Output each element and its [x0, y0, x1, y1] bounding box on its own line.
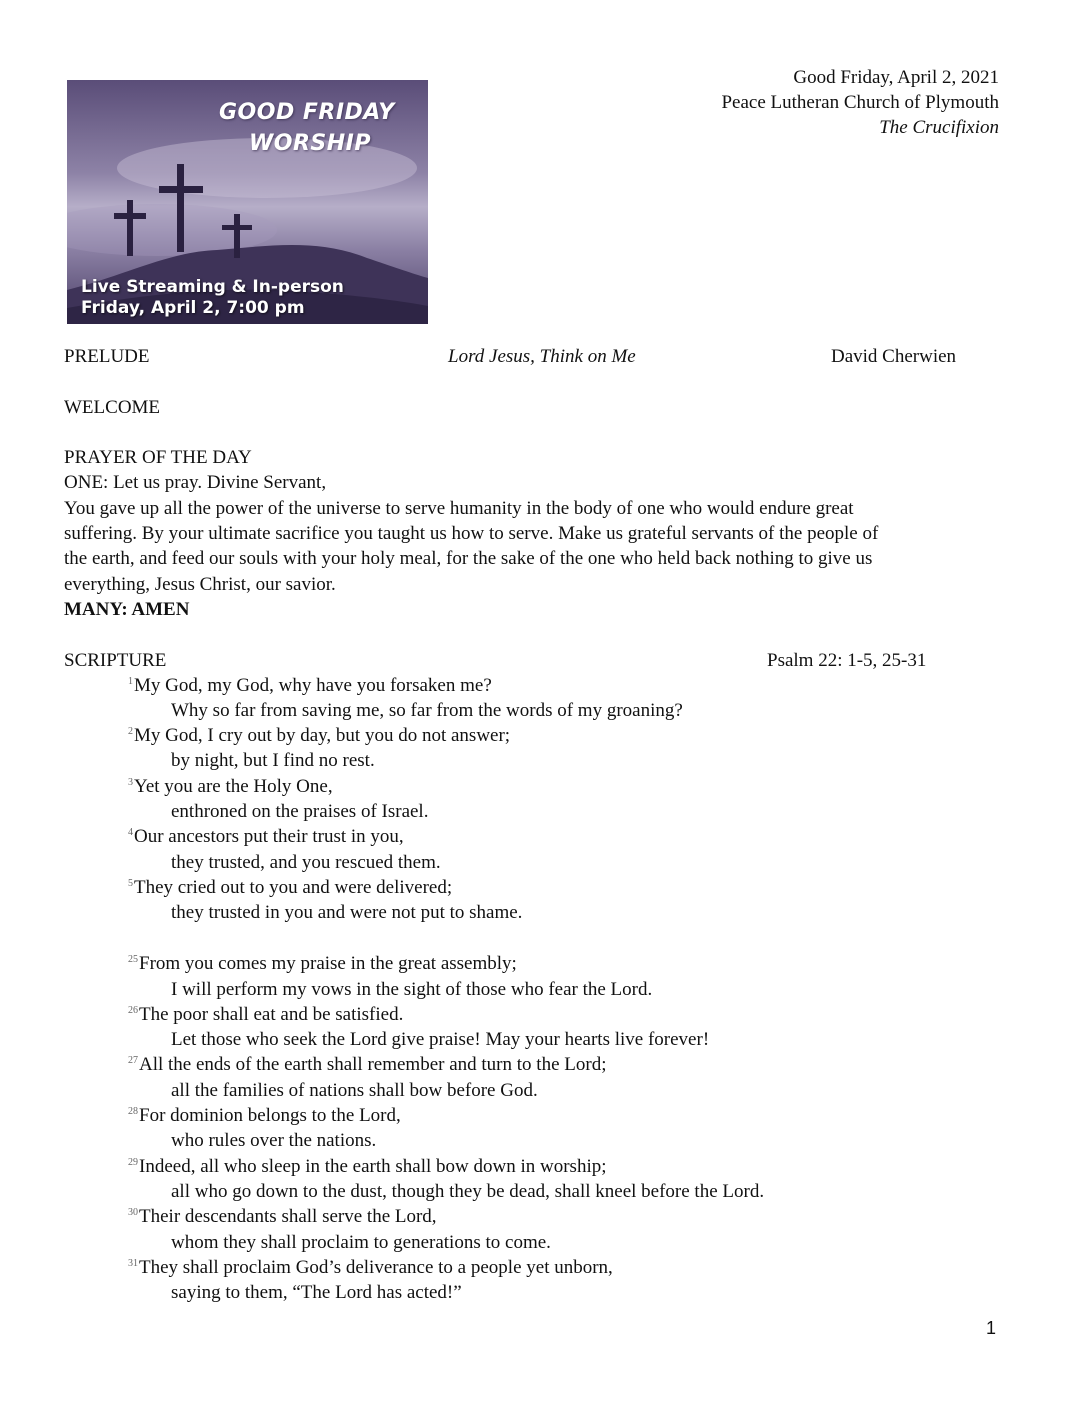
- verse-line: $^{27}$All the ends of the earth shall remember and turn to the Lord;: [128, 1054, 607, 1075]
- verse-number: 2: [128, 726, 133, 737]
- verse-number: 27: [128, 1055, 138, 1066]
- verse-line: $^{31}$They shall proclaim God’s deliverance to a people yet unborn,: [128, 1257, 613, 1278]
- service-theme: The Crucifixion: [879, 117, 999, 138]
- prayer-response: MANY: AMEN: [64, 599, 190, 620]
- verse-number: 30: [128, 1207, 138, 1218]
- prayer-line: suffering. By your ultimate sacrifice you taught us how to serve. Make us grateful servants of the people of: [64, 523, 879, 544]
- verse-line: $^{26}$The poor shall eat and be satisfied.: [128, 1004, 404, 1025]
- verse-line: $^4$Our ancestors put their trust in you,: [128, 826, 404, 847]
- verse-line-indented: Let those who seek the Lord give praise! May your hearts live forever!: [171, 1029, 710, 1050]
- verse-line: $^2$My God, I cry out by day, but you do not answer;: [128, 725, 511, 746]
- prelude-label: PRELUDE: [64, 346, 150, 367]
- verse-line-indented: they trusted in you and were not put to shame.: [171, 902, 523, 923]
- service-date: Good Friday, April 2, 2021: [793, 67, 999, 88]
- verse-number: 28: [128, 1106, 138, 1117]
- verse-number: 1: [128, 676, 133, 687]
- prayer-label: PRAYER OF THE DAY: [64, 447, 252, 468]
- scripture-reference: Psalm 22: 1-5, 25-31: [767, 650, 927, 671]
- verse-line-indented: Why so far from saving me, so far from the words of my groaning?: [171, 700, 683, 721]
- verse-line: $^{28}$For dominion belongs to the Lord,: [128, 1105, 401, 1126]
- worship-banner-image: [67, 80, 428, 324]
- prayer-intro: ONE: Let us pray. Divine Servant,: [64, 472, 327, 493]
- scripture-label: SCRIPTURE: [64, 650, 167, 671]
- banner-title-line1: GOOD FRIDAY: [219, 100, 395, 125]
- verse-line: $^{25}$From you comes my praise in the great assembly;: [128, 953, 517, 974]
- verse-number: 31: [128, 1258, 138, 1269]
- verse-line-indented: by night, but I find no rest.: [171, 750, 375, 771]
- verse-line-indented: whom they shall proclaim to generations to come.: [171, 1232, 551, 1253]
- verse-line: $^{30}$Their descendants shall serve the Lord,: [128, 1206, 437, 1227]
- prayer-line: You gave up all the power of the universe to serve humanity in the body of one who would endure great: [64, 498, 854, 519]
- banner-subtitle-line1: Live Streaming & In-person: [81, 277, 344, 297]
- verse-line-indented: they trusted, and you rescued them.: [171, 852, 441, 873]
- verse-line: $^3$Yet you are the Holy One,: [128, 776, 333, 797]
- verse-number: 4: [128, 827, 133, 838]
- verse-number: 5: [128, 878, 133, 889]
- verse-number: 29: [128, 1157, 138, 1168]
- verse-line-indented: all the families of nations shall bow before God.: [171, 1080, 538, 1101]
- prelude-composer: David Cherwien: [831, 346, 957, 367]
- verse-line-indented: all who go down to the dust, though they be dead, shall kneel before the Lord.: [171, 1181, 765, 1202]
- verse-number: 26: [128, 1005, 138, 1016]
- prelude-piece: Lord Jesus, Think on Me: [448, 346, 636, 367]
- banner-subtitle-line2: Friday, April 2, 7:00 pm: [81, 298, 305, 318]
- verse-line-indented: I will perform my vows in the sight of those who fear the Lord.: [171, 979, 653, 1000]
- prayer-line: the earth, and feed our souls with your holy meal, for the sake of the one who held back nothing to give us: [64, 548, 873, 569]
- verse-line: $^1$My God, my God, why have you forsaken me?: [128, 675, 492, 696]
- prayer-line: everything, Jesus Christ, our savior.: [64, 574, 336, 595]
- welcome-label: WELCOME: [64, 397, 161, 418]
- verse-line-indented: saying to them, “The Lord has acted!”: [171, 1282, 462, 1303]
- verse-line-indented: enthroned on the praises of Israel.: [171, 801, 429, 822]
- page-number: 1: [986, 1318, 997, 1338]
- verse-line: $^5$They cried out to you and were delivered;: [128, 877, 453, 898]
- verse-number: 25: [128, 954, 138, 965]
- verse-line-indented: who rules over the nations.: [171, 1130, 377, 1151]
- church-name: Peace Lutheran Church of Plymouth: [721, 92, 999, 113]
- banner-title-line2: WORSHIP: [249, 131, 371, 156]
- verse-number: 3: [128, 777, 133, 788]
- verse-line: $^{29}$Indeed, all who sleep in the earth shall bow down in worship;: [128, 1156, 607, 1177]
